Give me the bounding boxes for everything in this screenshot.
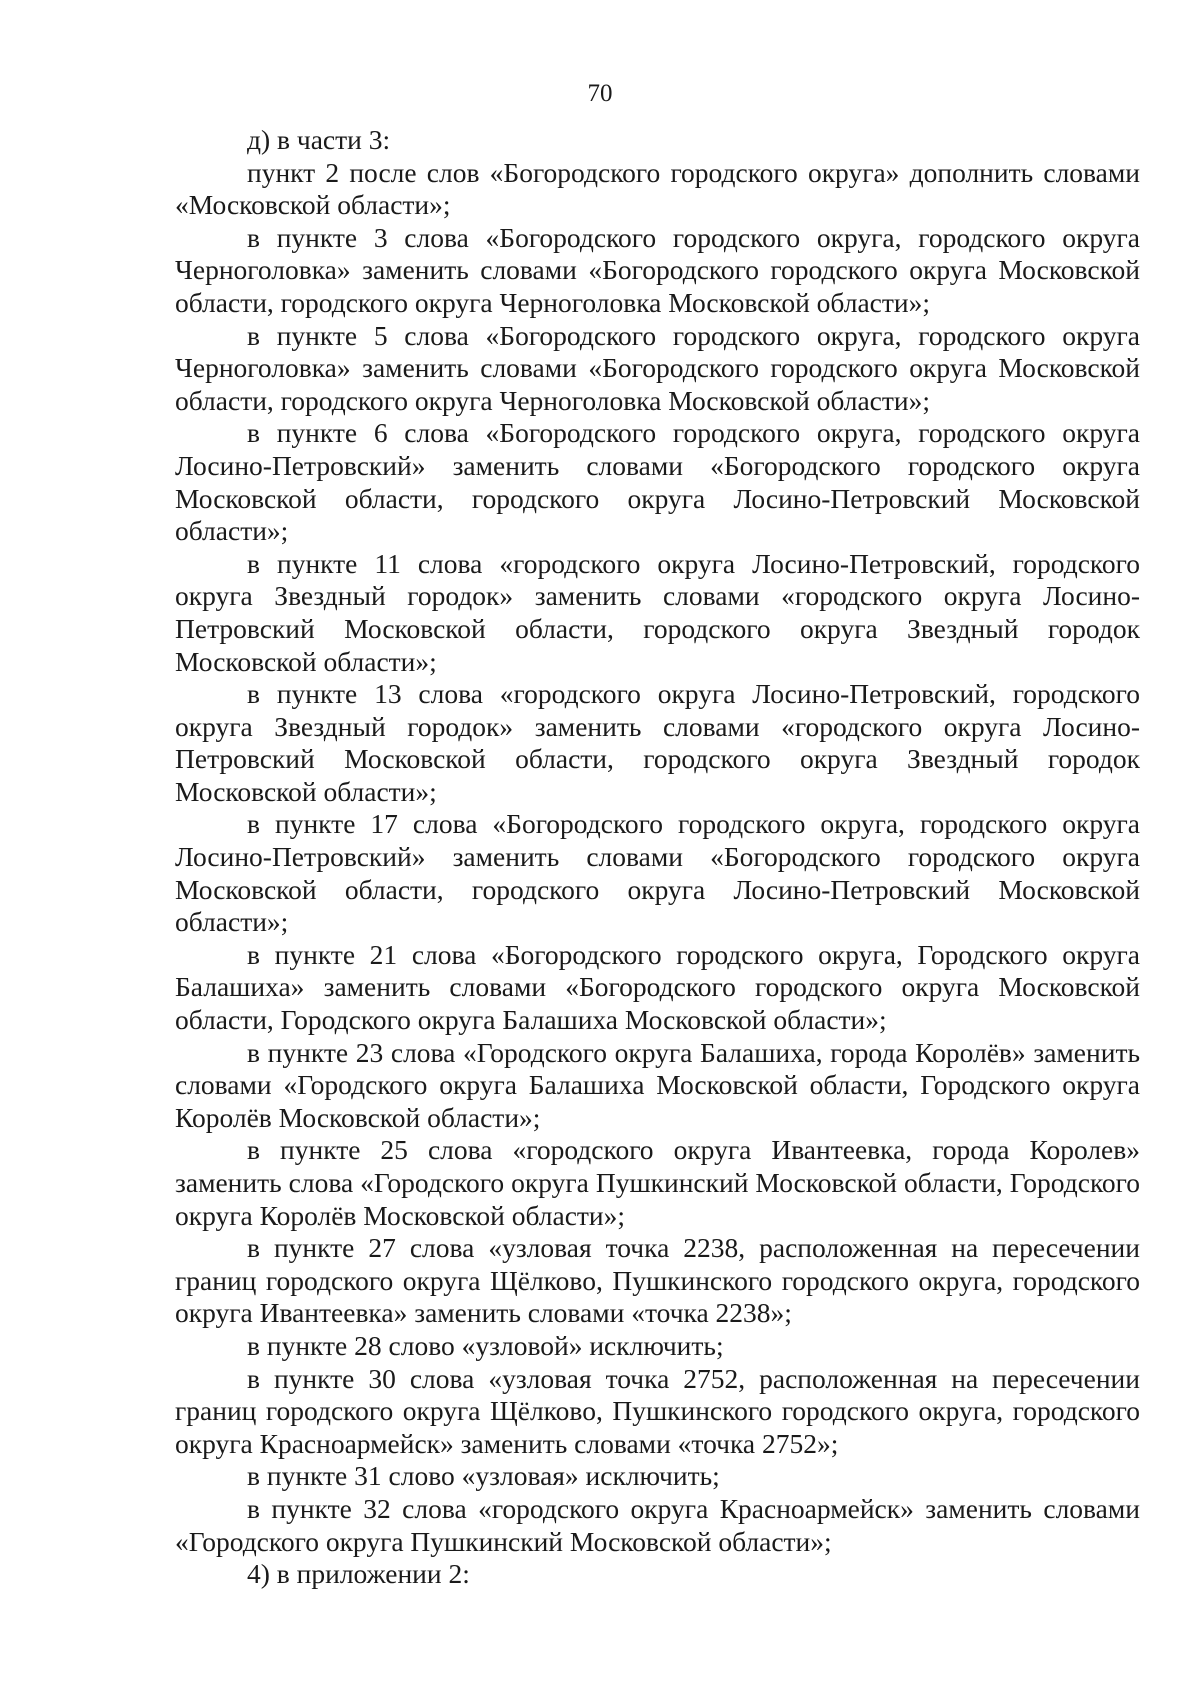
paragraph: в пункте 11 слова «городского округа Лосино-Петровский, городского округа Звездный городок» заменить словами «городского округа Лосино-Петровский Московской области, городского округа Звездный городок Московской области»;: [175, 547, 1140, 677]
paragraph: в пункте 17 слова «Богородского городского округа, городского округа Лосино-Петровский» заменить словами «Богородского городского округа Московской области, городского округа Лосино-Петровский Московской области»;: [175, 808, 1140, 938]
paragraph: д) в части 3:: [247, 124, 391, 155]
page-number: 70: [587, 80, 613, 107]
paragraph: в пункте 5 слова «Богородского городского округа, городского округа Черноголовка» заменить словами «Богородского городского округа Московской области, городского округа Черноголовка Московской области»;: [175, 319, 1140, 416]
paragraph: в пункте 32 слова «городского округа Красноармейск» заменить словами «Городского округа Пушкинский Московской области»;: [175, 1492, 1140, 1557]
paragraph: в пункте 6 слова «Богородского городского округа, городского округа Лосино-Петровский» заменить словами «Богородского городского округа Московской области, городского округа Лосино-Петровский Московской области»;: [175, 417, 1140, 547]
paragraph: 4) в приложении 2:: [247, 1558, 470, 1590]
paragraph: в пункте 25 слова «городского округа Ивантеевка, города Королев» заменить слова «Городского округа Пушкинский Московской области, Городского округа Королёв Московской области»;: [175, 1134, 1140, 1231]
paragraph: в пункте 23 слова «Городского округа Балашиха, города Королёв» заменить словами «Городского округа Балашиха Московской области, Городского округа Королёв Московской области»;: [175, 1036, 1140, 1133]
paragraph: в пункте 28 слово «узловой» исключить;: [247, 1329, 724, 1361]
paragraph: в пункте 13 слова «городского округа Лосино-Петровский, городского округа Звездный городок» заменить словами «городского округа Лосино-Петровский Московской области, городского округа Звездный городок Московской области»;: [175, 678, 1140, 807]
paragraph: пункт 2 после слов «Богородского городского округа» дополнить словами «Московской области»;: [175, 156, 1140, 221]
paragraph: в пункте 21 слова «Богородского городского округа, Городского округа Балашиха» заменить словами «Богородского городского округа Московской области, Городского округа Балашиха Московской области»;: [175, 938, 1140, 1036]
paragraph: в пункте 31 слово «узловая» исключить;: [247, 1460, 720, 1492]
paragraph: в пункте 27 слова «узловая точка 2238, расположенная на пересечении границ городского округа Щёлково, Пушкинского городского округа, городского округа Ивантеевка» заменить словами «точка 2238»;: [175, 1232, 1140, 1329]
paragraph: в пункте 30 слова «узловая точка 2752, расположенная на пересечении границ городского округа Щёлково, Пушкинского городского округа, городского округа Красноармейск» заменить словами «точка 2752»;: [175, 1362, 1140, 1459]
document-body: [175, 124, 1140, 1591]
paragraph: в пункте 3 слова «Богородского городского округа, городского округа Черноголовка» заменить словами «Богородского городского округа Московской области, городского округа Черноголовка Московской области»;: [175, 221, 1140, 318]
